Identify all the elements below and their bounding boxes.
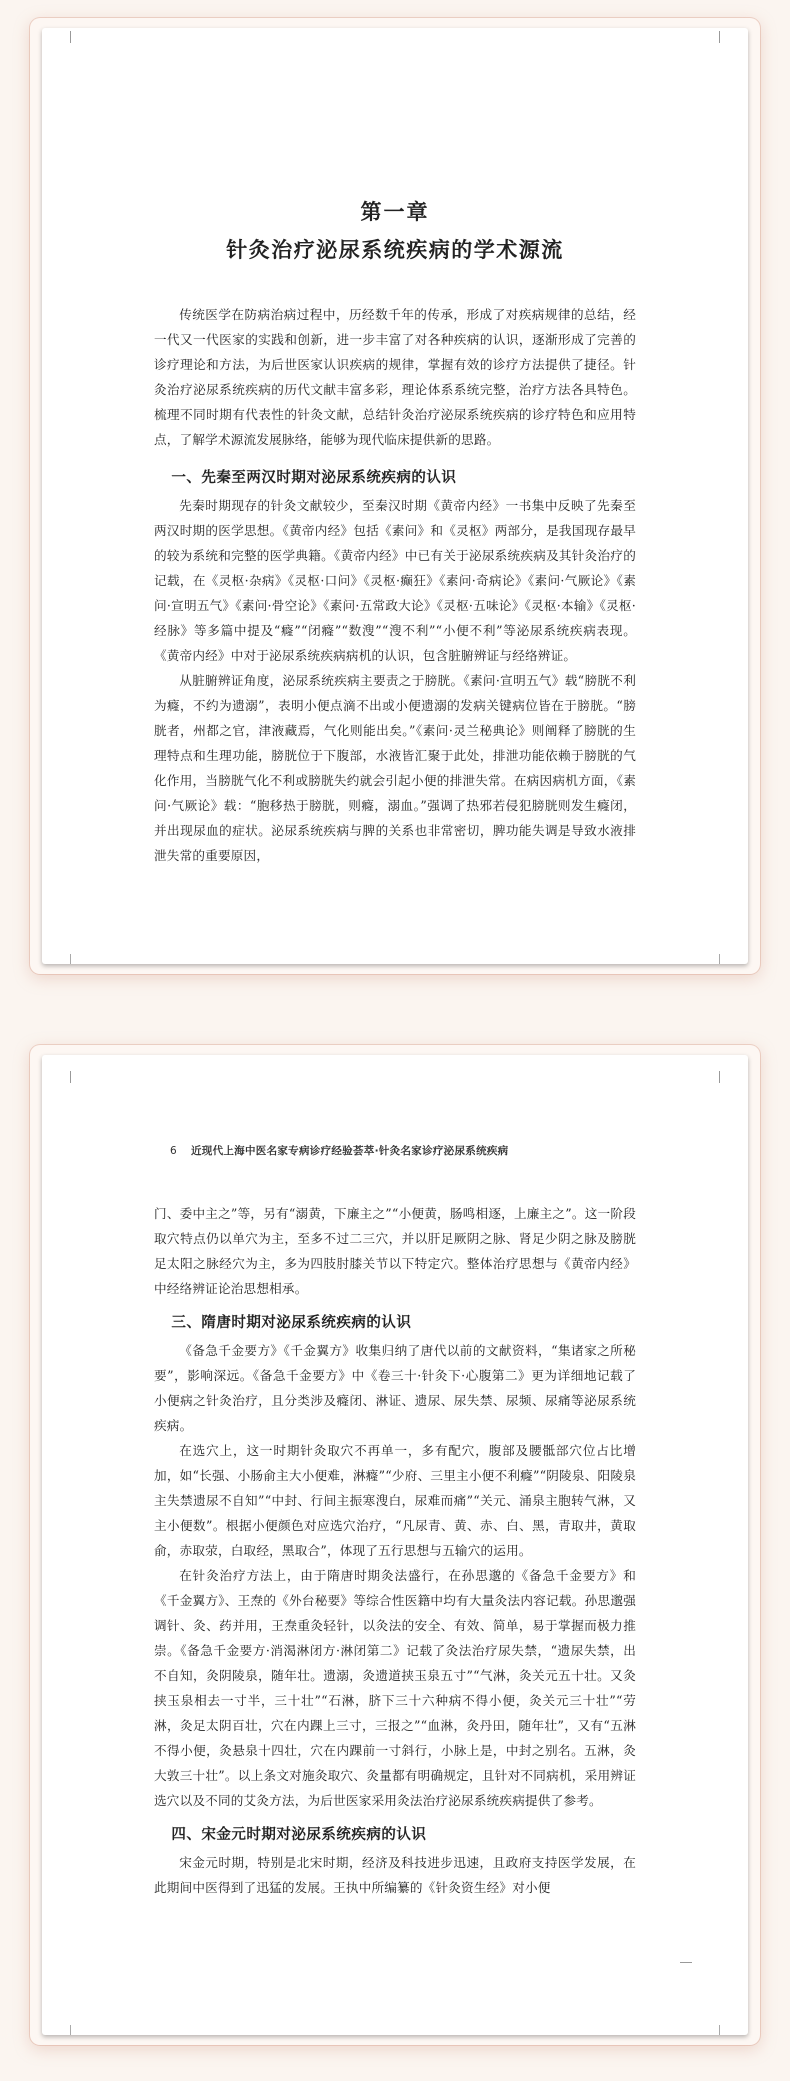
crop-mark bbox=[719, 1071, 720, 1083]
crop-mark bbox=[70, 1071, 71, 1083]
crop-mark bbox=[70, 2025, 71, 2035]
page-dash-mark bbox=[680, 1962, 692, 1963]
section-1-paragraph-2: 从脏腑辨证角度，泌尿系统疾病主要责之于膀胱。《素问·宣明五气》载“膀胱不利为癃，不约为遗溺”，表明小便点滴不出或小便遗溺的发病关键病位皆在于膀胱。“膀胱者，州都之官，津液藏焉，气化则能出矣。”《素问·灵兰秘典论》则阐释了膀胱的生理特点和生理功能，膀胱位于下腹部，水液皆汇聚于此处，排泄功能依赖于膀胱的气化作用，当膀胱气化不利或膀胱失约就会引起小便的排泄失常。在病因病机方面，《素问·气厥论》载：“胞移热于膀胱，则癃，溺血。”强调了热邪若侵犯膀胱则发生癃闭，并出现尿血的症状。泌尿系统疾病与脾的关系也非常密切，脾功能失调是导致水液排泄失常的重要原因， bbox=[154, 673, 636, 863]
section-3-paragraph-2: 在选穴上，这一时期针灸取穴不再单一，多有配穴，腹部及腰骶部穴位占比增加，如“长强、小肠俞主大小便难，淋癃”“少府、三里主小便不利癃”“阴陵泉、阳陵泉主失禁遗尿不自知”“中封、行间主振寒溲白，尿难而痛”“关元、涌泉主胞转气淋，又主小便数”。根据小便颜色对应选穴治疗，“凡尿青、黄、赤、白、黑，青取井，黄取俞，赤取荥，白取经，黑取合”，体现了五行思想与五输穴的运用。 bbox=[154, 1443, 636, 1558]
section-3-paragraph-1: 《备急千金要方》《千金翼方》收集归纳了唐代以前的文献资料，“集诸家之所秘要”，影响深远。《备急千金要方》中《卷三十·针灸下·心腹第二》更为详细地记载了小便病之针灸治疗，且分类涉及癃闭、淋证、遗尿、尿失禁、尿频、尿痛等泌尿系统疾病。 bbox=[154, 1343, 636, 1433]
page-sheet-1 bbox=[30, 18, 760, 974]
section-heading-3: 三、隋唐时期对泌尿系统疾病的认识 bbox=[171, 1315, 412, 1331]
running-header bbox=[170, 1143, 508, 1158]
chapter-title: 针灸治疗泌尿系统疾病的学术源流 bbox=[226, 237, 564, 262]
page-number: 6 bbox=[170, 1145, 177, 1157]
crop-mark bbox=[719, 954, 720, 964]
crop-mark bbox=[719, 2025, 720, 2035]
running-head-title: 近现代上海中医名家专病诊疗经验荟萃·针灸名家诊疗泌尿系统疾病 bbox=[190, 1145, 509, 1157]
crop-mark bbox=[719, 31, 720, 43]
continued-paragraph: 门、委中主之”等，另有“溺黄，下廉主之”“小便黄，肠鸣相逐，上廉主之”。这一阶段取穴特点仍以单穴为主，至多不过二三穴，并以肝足厥阴之脉、肾足少阴之脉及膀胱足太阳之脉经穴为主，多为四肢肘膝关节以下特定穴。整体治疗思想与《黄帝内经》中经络辨证论治思想相承。 bbox=[154, 1206, 636, 1296]
page-sheet-2 bbox=[30, 1045, 760, 2045]
intro-paragraph: 传统医学在防病治病过程中，历经数千年的传承，形成了对疾病规律的总结，经一代又一代医家的实践和创新，进一步丰富了对各种疾病的认识，逐渐形成了完善的诊疗理论和方法，为后世医家认识疾病的规律，掌握有效的诊疗方法提供了捷径。针灸治疗泌尿系统疾病的历代文献丰富多彩，理论体系系统完整，治疗方法各具特色。梳理不同时期有代表性的针灸文献，总结针灸治疗泌尿系统疾病的诊疗特色和应用特点，了解学术源流发展脉络，能够为现代临床提供新的思路。 bbox=[154, 307, 636, 447]
section-4-paragraph-1: 宋金元时期，特别是北宋时期，经济及科技进步迅速，且政府支持医学发展，在此期间中医得到了迅猛的发展。王执中所编纂的《针灸资生经》对小便 bbox=[154, 1855, 636, 1895]
section-3-paragraph-3: 在针灸治疗方法上，由于隋唐时期灸法盛行，在孙思邈的《备急千金要方》和《千金翼方》、王焘的《外台秘要》等综合性医籍中均有大量灸法内容记载。孙思邈强调针、灸、药并用，王焘重灸轻针，以灸法的安全、有效、简单，易于掌握而极力推崇。《备急千金要方·消渴淋闭方·淋闭第二》记载了灸法治疗尿失禁，“遗尿失禁，出不自知，灸阴陵泉，随年壮。遗溺，灸遗道挟玉泉五寸”“气淋，灸关元五十壮。又灸挟玉泉相去一寸半，三十壮”“石淋，脐下三十六种病不得小便，灸关元三十壮”“劳淋，灸足太阴百壮，穴在内踝上三寸，三报之”“血淋，灸丹田，随年壮”，又有“五淋不得小便，灸悬泉十四壮，穴在内踝前一寸斜行，小脉上是，中封之别名。五淋，灸大敦三十壮”。以上条文对施灸取穴、灸量都有明确规定，且针对不同病机，采用辨证选穴以及不同的艾灸方法，为后世医家采用灸法治疗泌尿系统疾病提供了参考。 bbox=[154, 1568, 636, 1808]
section-1-paragraph-1: 先秦时期现存的针灸文献较少，至秦汉时期《黄帝内经》一书集中反映了先秦至两汉时期的医学思想。《黄帝内经》包括《素问》和《灵枢》两部分，是我国现存最早的较为系统和完整的医学典籍。《黄帝内经》中已有关于泌尿系统疾病及其针灸治疗的记载，在《灵枢·杂病》《灵枢·口问》《灵枢·癫狂》《素问·奇病论》《素问·气厥论》《素问·宣明五气》《素问·骨空论》《素问·五常政大论》《灵枢·五味论》《灵枢·本输》《灵枢·经脉》等多篇中提及“癃”“闭癃”“数溲”“溲不利”“小便不利”等泌尿系统疾病表现。《黄帝内经》中对于泌尿系统疾病病机的认识，包含脏腑辨证与经络辨证。 bbox=[154, 498, 636, 663]
crop-mark bbox=[70, 31, 71, 43]
document-page-2 bbox=[42, 1055, 748, 2035]
page-1-content bbox=[154, 196, 636, 868]
crop-mark bbox=[70, 954, 71, 964]
chapter-label: 第一章 bbox=[360, 199, 430, 224]
document-page-1 bbox=[42, 28, 748, 964]
section-heading-4: 四、宋金元时期对泌尿系统疾病的认识 bbox=[171, 1827, 427, 1843]
page-2-content bbox=[154, 1201, 636, 1900]
section-heading-1: 一、先秦至两汉时期对泌尿系统疾病的认识 bbox=[171, 470, 457, 486]
